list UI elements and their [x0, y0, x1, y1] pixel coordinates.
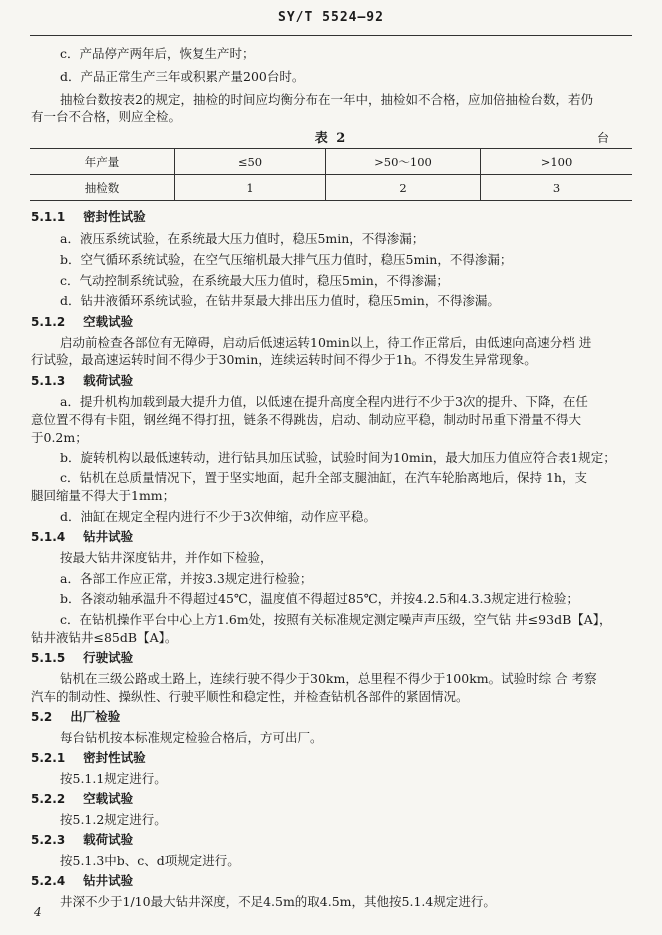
table-header-cell: >50～100 — [326, 149, 481, 175]
section-heading — [31, 313, 133, 331]
table-header-row — [30, 149, 632, 175]
section-title: 密封性试验 — [83, 209, 146, 224]
standard-code-header: SY/T 5524—92 — [278, 10, 384, 25]
list-item: c．在钻机操作平台中心上方1.6m处，按照有关标准规定测定噪声声压级，空气钻 井≤93dB【A】， — [60, 612, 612, 627]
list-item-continued: 于0.2m； — [31, 430, 88, 445]
intro-item-c: c．产品停产两年后，恢复生产时； — [60, 46, 255, 61]
table-unit: 台 — [597, 131, 610, 145]
section-number: 5.1.4 — [31, 530, 66, 544]
section-heading — [31, 208, 146, 226]
section-title: 密封性试验 — [83, 750, 146, 765]
table-cell: 抽检数 — [30, 175, 175, 201]
section-heading — [31, 372, 133, 390]
section-number: 5.1.5 — [31, 651, 66, 665]
section-number: 5.1.3 — [31, 374, 66, 388]
section-number: 5.2.4 — [31, 874, 66, 888]
paragraph-line: 每台钻机按本标准规定检验合格后，方可出厂。 — [60, 730, 323, 745]
list-item: b．旋转机构以最低速转动，进行钻具加压试验，试验时间为10min，最大加压力值应符合表1规定； — [60, 450, 616, 465]
section-title: 钻井试验 — [83, 529, 134, 544]
list-item: a．提升机构加载到最大提升力值，以低速在提升高度全程内进行不少于3次的提升、下降，在任 — [60, 394, 588, 409]
section-title: 空载试验 — [83, 791, 134, 806]
list-item: a．液压系统试验，在系统最大压力值时，稳压5min，不得渗漏； — [60, 231, 425, 246]
list-item-continued: 钻井液钻井≤85dB【A】。 — [31, 630, 178, 645]
header-rule — [30, 35, 632, 36]
table-cell: 2 — [326, 175, 481, 201]
section-number: 5.2.1 — [31, 751, 66, 765]
paragraph-line: 钻机在三级公路或土路上，连续行驶不得少于30km，总里程不得少于100km。试验时综 合 考察 — [60, 671, 597, 686]
section-title: 钻井试验 — [83, 873, 134, 888]
list-item-continued: 意位置不得有卡阻，钢丝绳不得打扭，链条不得跳齿，启动、制动应平稳，制动时吊重下滑量不得大 — [31, 412, 582, 427]
table-cell: 3 — [481, 175, 633, 201]
list-item: b．空气循环系统试验，在空气压缩机最大排气压力值时，稳压5min，不得渗漏； — [60, 252, 513, 267]
paragraph-line: 按最大钻井深度钻井，并作如下检验， — [60, 550, 273, 565]
table-header-cell: ≤50 — [175, 149, 326, 175]
paragraph-line: 启动前检查各部位有无障碍，启动后低速运转10min以上，待工作正常后，由低速向高速分档 进 — [60, 335, 592, 350]
section-number: 5.2.3 — [31, 833, 66, 847]
intro-para-line-2: 有一台不合格，则应全检。 — [31, 109, 182, 124]
list-item: c．钻机在总质量情况下，置于坚实地面，起升全部支腿油缸，在汽车轮胎离地后，保持 1h，支 — [60, 470, 587, 485]
section-heading — [31, 749, 146, 767]
intro-item-d: d．产品正常生产三年或积累产量200台时。 — [60, 69, 305, 84]
section-number: 5.1.1 — [31, 210, 66, 224]
section-heading — [31, 528, 133, 546]
page-number: 4 — [34, 905, 42, 919]
table-cell: 1 — [175, 175, 326, 201]
section-heading — [31, 790, 133, 808]
section-number: 5.2 — [31, 710, 53, 724]
list-item: d．油缸在规定全程内进行不少于3次伸缩，动作应平稳。 — [60, 509, 376, 524]
section-title: 出厂检验 — [70, 709, 121, 724]
section-title: 载荷试验 — [83, 832, 134, 847]
section-heading — [31, 649, 133, 667]
list-item: b．各滚动轴承温升不得超过45℃，温度值不得超过85℃，并按4.2.5和4.3.3规定进行检验； — [60, 591, 579, 606]
list-item: d．钻井液循环系统试验，在钻井泵最大排出压力值时，稳压5min，不得渗漏。 — [60, 293, 500, 308]
section-number: 5.2.2 — [31, 792, 66, 806]
table-title: 表 2 — [314, 131, 348, 146]
section-heading — [31, 872, 133, 890]
paragraph-line: 按5.1.2规定进行。 — [60, 812, 167, 827]
paragraph-line: 按5.1.3中b、c、d项规定进行。 — [60, 853, 240, 868]
list-item-continued: 腿回缩量不得大于1mm； — [31, 488, 176, 503]
section-title: 空载试验 — [83, 314, 134, 329]
paragraph-line: 井深不少于1/10最大钻井深度，不足4.5m的取4.5m，其他按5.1.4规定进行。 — [60, 894, 496, 909]
list-item: c．气动控制系统试验，在系统最大压力值时，稳压5min，不得渗漏； — [60, 273, 449, 288]
intro-para-line-1: 抽检台数按表2的规定，抽检的时间应均衡分布在一年中，抽检如不合格，应加倍抽检台数，若仍 — [60, 92, 593, 107]
table-header-cell: >100 — [481, 149, 633, 175]
paragraph-line: 按5.1.1规定进行。 — [60, 771, 167, 786]
section-title: 行驶试验 — [83, 650, 134, 665]
list-item: a．各部工作应正常，并按3.3规定进行检验； — [60, 571, 313, 586]
section-heading — [31, 831, 133, 849]
table-row — [30, 175, 632, 201]
section-title: 载荷试验 — [83, 373, 134, 388]
sampling-table — [30, 148, 632, 201]
section-heading — [31, 708, 120, 726]
paragraph-line: 汽车的制动性、操纵性、行驶平顺性和稳定性，并检查钻机各部件的紧固情况。 — [31, 689, 469, 704]
table-header-cell: 年产量 — [30, 149, 175, 175]
paragraph-line: 行试验，最高速运转时间不得少于30min，连续运转时间不得少于1h。不得发生异常现象。 — [31, 352, 537, 367]
section-number: 5.1.2 — [31, 315, 66, 329]
